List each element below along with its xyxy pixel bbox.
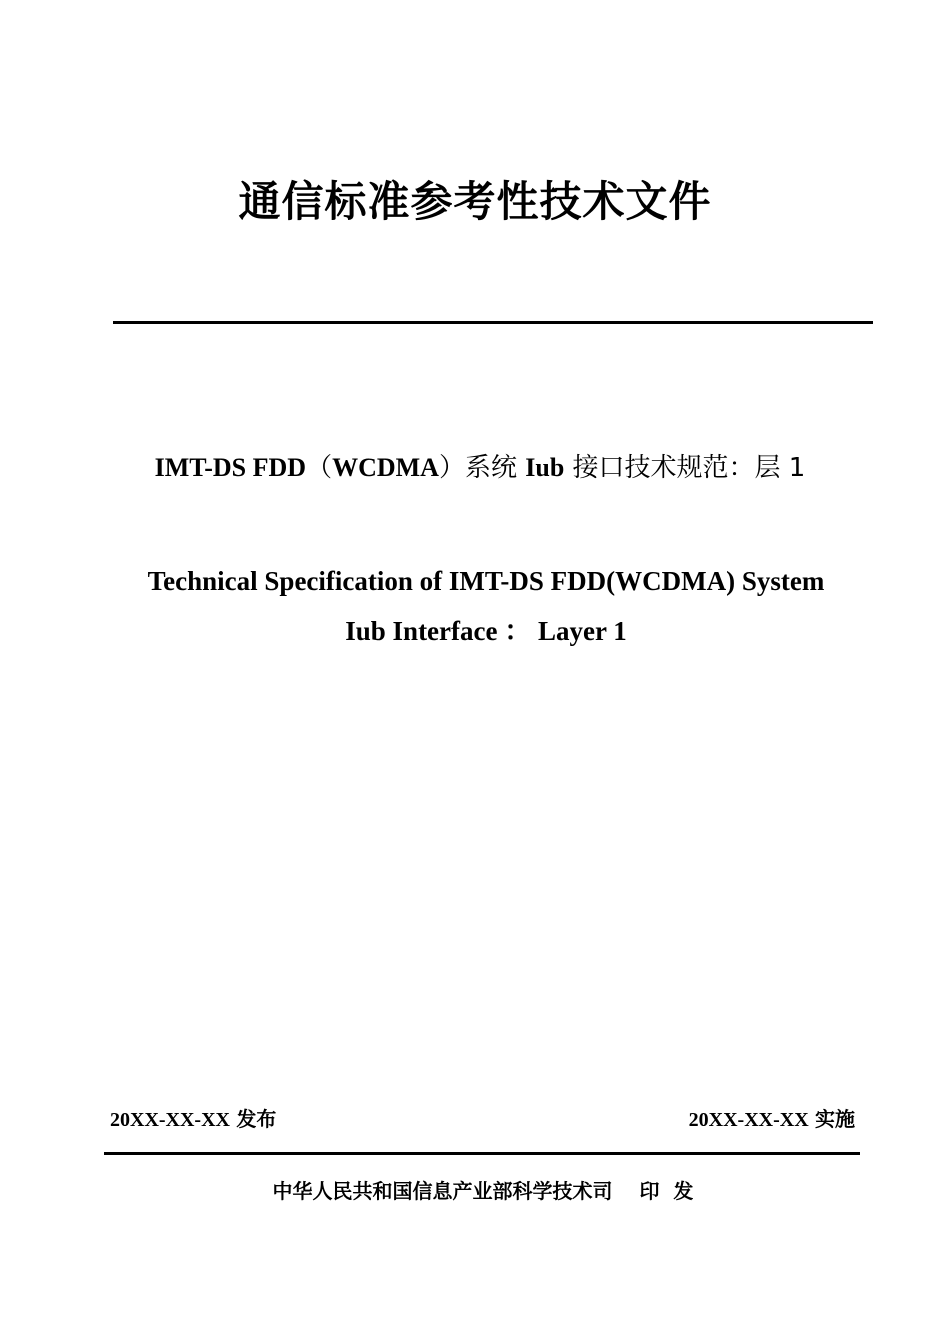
publish-date-value: 20XX-XX-XX	[110, 1109, 230, 1131]
english-title-line-2: Iub Interface ： Layer 1	[345, 616, 627, 646]
chinese-title-part: IMT-DS FDD	[154, 453, 307, 482]
chinese-title-part: WCDMA	[332, 453, 439, 482]
chinese-title-part: （	[306, 453, 333, 483]
issuing-authority: 中华人民共和国信息产业部科学技术司 印 发	[272, 1179, 694, 1203]
publish-date-label: 发布	[236, 1107, 277, 1131]
document-category-title: 通信标准参考性技术文件	[238, 177, 712, 226]
chinese-title	[0, 450, 950, 486]
effective-date-value: 20XX-XX-XX	[688, 1109, 809, 1131]
chinese-title-part: ）系统	[438, 453, 526, 483]
english-title-line-1: Technical Specification of IMT-DS FDD(WCDMA) System	[147, 566, 825, 596]
bottom-divider	[104, 1152, 860, 1155]
top-divider	[113, 321, 873, 324]
chinese-title-part: Iub	[525, 453, 565, 482]
chinese-title-part: 接口技术规范：层 1	[564, 453, 806, 483]
effective-date	[689, 1104, 855, 1135]
effective-date-label: 实施	[815, 1107, 855, 1131]
publish-date	[110, 1104, 276, 1135]
english-title	[0, 556, 950, 656]
